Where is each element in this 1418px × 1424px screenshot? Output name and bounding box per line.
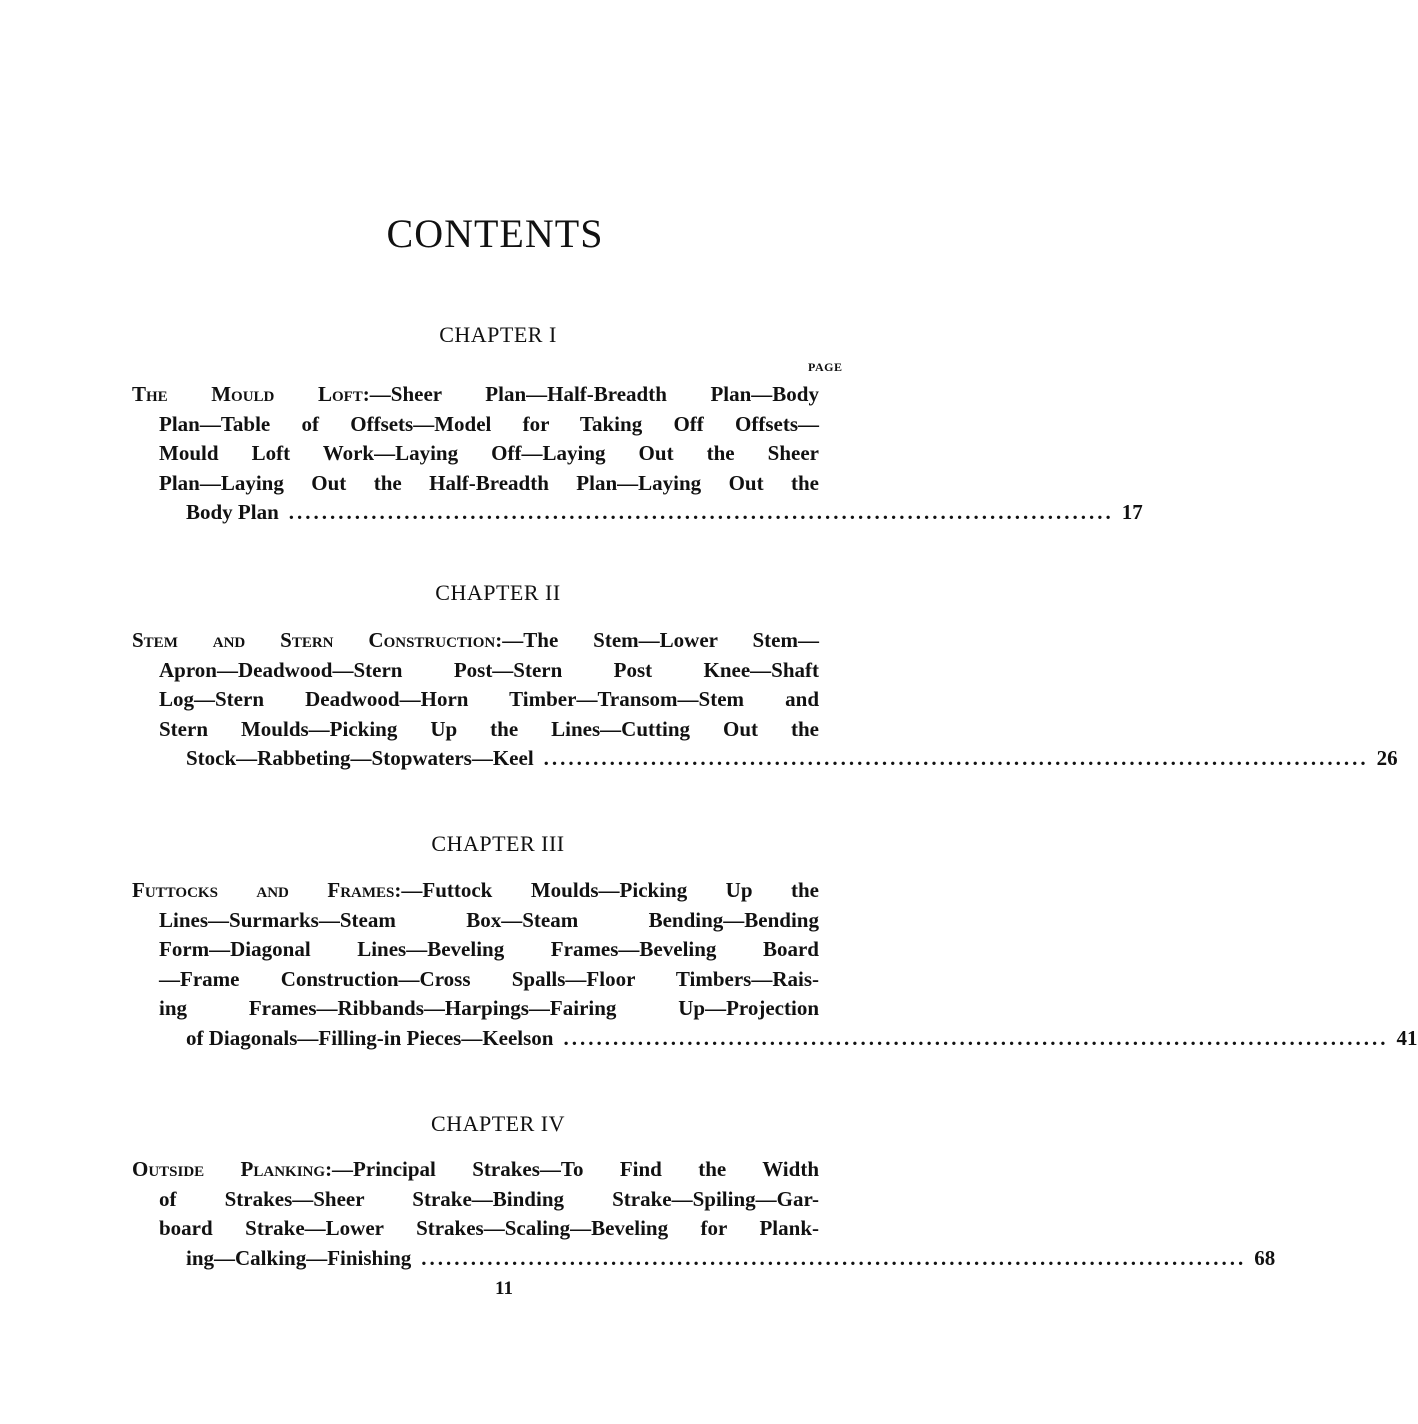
toc-entry-1[interactable]: [132, 380, 1143, 528]
toc-entry-line: Lines—Surmarks—Steam Box—Steam Bending—Bending: [159, 907, 819, 932]
toc-entry-3[interactable]: [132, 876, 1418, 1053]
toc-entry-line: —Frame Construction—Cross Spalls—Floor Timbers—Rais-: [159, 966, 819, 991]
dot-leader: ....................................................................................................: [288, 500, 1114, 524]
toc-entry-last-line: Stock—Rabbeting—Stopwaters—Keel .................................................................................................... 26: [132, 744, 866, 774]
toc-entry-line: The Mould Loft:—Sheer Plan—Half-Breadth Plan—Body: [132, 382, 819, 406]
toc-entry-line: Apron—Deadwood—Stern Post—Stern Post Knee—Shaft: [159, 657, 819, 682]
toc-entry-line: Stem and Stern Construction:—The Stem—Lower Stem—: [132, 628, 819, 652]
toc-entry-line: Plan—Table of Offsets—Model for Taking Off Offsets—: [159, 411, 819, 436]
chapter-heading-4: CHAPTER IV: [431, 1111, 565, 1136]
toc-entry-topic: Outside Planking: [132, 1157, 326, 1181]
toc-entry-line: Futtocks and Frames:—Futtock Moulds—Picking Up the: [132, 878, 820, 902]
toc-entry-last-line: of Diagonals—Filling-in Pieces—Keelson .................................................................................................... 41: [132, 1024, 866, 1054]
toc-entry-line: Plan—Laying Out the Half-Breadth Plan—Laying Out the: [159, 470, 819, 495]
page-title: CONTENTS: [386, 211, 604, 256]
toc-entry-line: Mould Loft Work—Laying Off—Laying Out the Sheer: [159, 441, 819, 465]
toc-entry-line: of Strakes—Sheer Strake—Binding Strake—Spiling—Gar-: [159, 1186, 819, 1211]
toc-entry-2[interactable]: [132, 626, 1398, 774]
toc-entry-line: Form—Diagonal Lines—Beveling Frames—Beveling Board: [159, 937, 819, 961]
toc-entry-line: Log—Stern Deadwood—Horn Timber—Transom—Stem and: [159, 687, 819, 711]
toc-page-number: 41: [1396, 1025, 1418, 1050]
toc-entry-line: board Strake—Lower Strakes—Scaling—Beveling for Plank-: [159, 1216, 819, 1240]
toc-entry-last-line: ing—Calking—Finishing .................................................................................................... 68: [132, 1244, 866, 1274]
toc-page-number: 68: [1254, 1245, 1276, 1270]
toc-page-number: 26: [1376, 746, 1398, 770]
toc-entry-line: Outside Planking:—Principal Strakes—To Find the Width: [132, 1157, 819, 1181]
toc-entry-line: Stern Moulds—Picking Up the Lines—Cutting Out the: [159, 716, 819, 741]
dot-leader: ....................................................................................................: [563, 1025, 1389, 1050]
chapter-heading-3: CHAPTER III: [431, 831, 565, 856]
page-column-label: PAGE: [808, 360, 843, 374]
toc-page-number: 17: [1121, 500, 1143, 524]
dot-leader: ....................................................................................................: [421, 1245, 1247, 1270]
toc-entry-topic: Stem and Stern Construction: [132, 628, 496, 652]
toc-entry-line: ing Frames—Ribbands—Harpings—Fairing Up—Projection: [159, 996, 819, 1020]
toc-entry-4[interactable]: [132, 1155, 1276, 1273]
page-folio-number: 11: [495, 1278, 513, 1299]
chapter-heading-2: CHAPTER II: [435, 580, 561, 605]
dot-leader: ....................................................................................................: [543, 746, 1369, 770]
toc-entry-topic: Futtocks and Frames: [132, 878, 395, 902]
toc-entry-topic: The Mould Loft: [132, 382, 363, 406]
chapter-heading-1: CHAPTER I: [439, 322, 557, 347]
toc-entry-last-line: Body Plan .................................................................................................... 17: [132, 498, 866, 528]
